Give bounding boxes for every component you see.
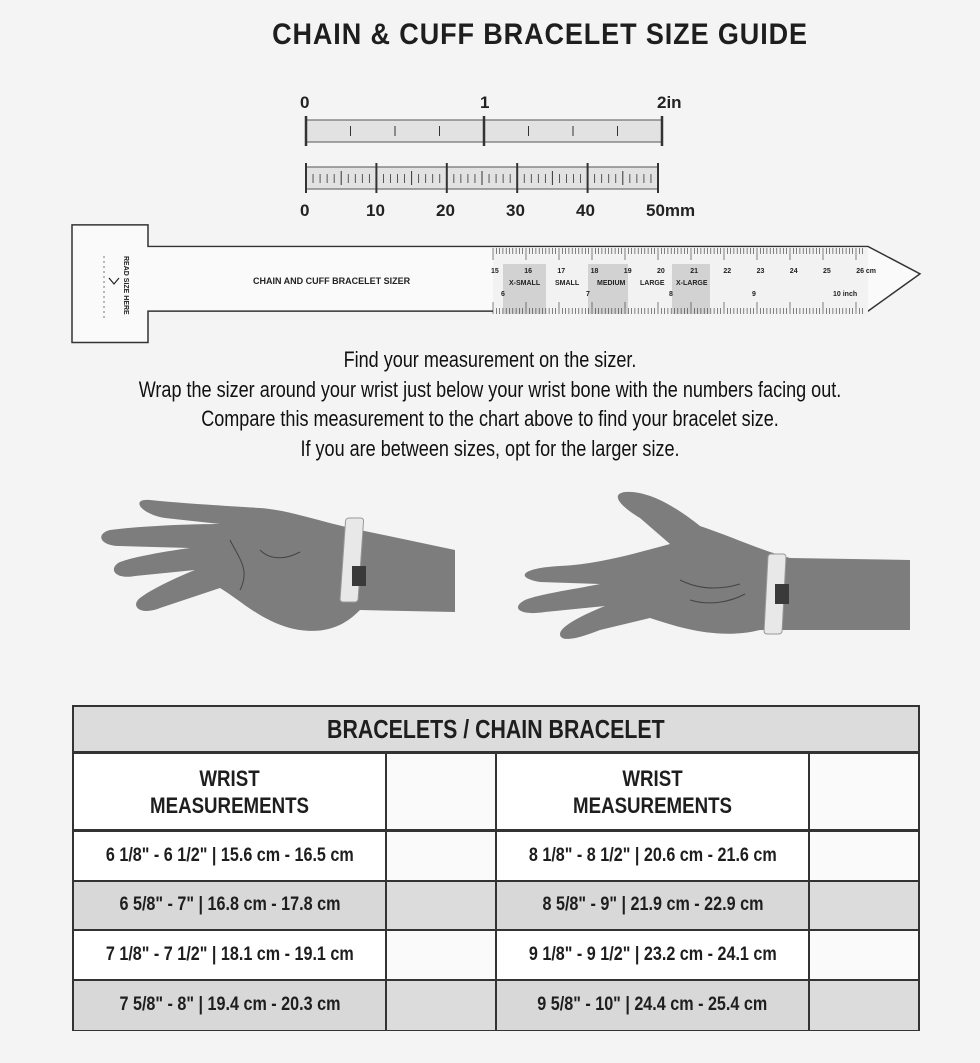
- mm-ruler: [300, 163, 695, 220]
- table-row: [74, 931, 918, 981]
- row-blank: [387, 931, 497, 979]
- sizer-name: CHAIN AND CUFF BRACELET SIZER: [253, 276, 411, 286]
- row-left-value: 7 1/8" - 7 1/2" | 18.1 cm - 19.1 cm: [74, 931, 387, 979]
- row-left-value: 6 1/8" - 6 1/2" | 15.6 cm - 16.5 cm: [74, 832, 387, 880]
- header-blank-right: [810, 754, 918, 829]
- row-right-value: 9 1/8" - 9 1/2" | 23.2 cm - 24.1 cm: [497, 931, 810, 979]
- sizer-cm-label: 19: [623, 268, 632, 275]
- size-label-large: LARGE: [640, 280, 665, 287]
- instruction-line-4: If you are between sizes, opt for the larger size.: [300, 435, 680, 461]
- hand-illustration: [0, 480, 980, 680]
- sizer-cm-label: 26 cm: [856, 268, 877, 275]
- instruction-line-2: Wrap the sizer around your wrist just below your wrist bone with the numbers facing out.: [138, 376, 842, 402]
- instructions: [0, 345, 980, 463]
- sizer-cm-label: 20: [657, 268, 665, 275]
- row-right-value: 8 1/8" - 8 1/2" | 20.6 cm - 21.6 cm: [497, 832, 810, 880]
- header-blank-left: [387, 754, 497, 829]
- sizer-inch-label: 7: [586, 291, 590, 298]
- table-row: [74, 832, 918, 882]
- size-label-small: SMALL: [555, 280, 580, 287]
- row-right-value: 9 5/8" - 10" | 24.4 cm - 25.4 cm: [497, 981, 810, 1031]
- mm-label-30: 30: [506, 201, 525, 220]
- table-header-row: [74, 754, 918, 832]
- sizer-cm-label: 23: [756, 268, 765, 275]
- header-left: WRIST MEASUREMENTS: [74, 754, 387, 829]
- measurement-rulers: [0, 80, 980, 220]
- row-blank: [387, 832, 497, 880]
- bracelet-size-table: [72, 705, 920, 1031]
- inch-label-1: 1: [480, 93, 490, 112]
- row-left-value: 6 5/8" - 7" | 16.8 cm - 17.8 cm: [74, 882, 387, 930]
- sizer-cm-label: 16: [524, 268, 532, 275]
- sizer-cm-label: 18: [590, 268, 599, 275]
- table-row: [74, 882, 918, 932]
- size-label-xsmall: X-SMALL: [509, 280, 541, 287]
- sizer-cm-label: 24: [789, 268, 798, 275]
- row-left-value: 7 5/8" - 8" | 19.4 cm - 20.3 cm: [74, 981, 387, 1031]
- sizer-cm-label: 21: [690, 268, 698, 275]
- inch-label-2: 2in: [657, 93, 682, 112]
- sizer-inch-label: 9: [752, 291, 756, 298]
- sizer-cm-label: 22: [723, 268, 732, 275]
- mm-label-20: 20: [436, 201, 455, 220]
- table-title: BRACELETS / CHAIN BRACELET: [74, 707, 918, 754]
- header-right: WRIST MEASUREMENTS: [497, 754, 810, 829]
- sizer-inch-label: 8: [669, 291, 673, 298]
- sizer-inch-label: 6: [501, 291, 505, 298]
- size-label-medium: MEDIUM: [597, 280, 626, 287]
- left-hand-illustration: [101, 500, 455, 631]
- sizer-cm-label: 17: [557, 268, 566, 275]
- row-blank: [387, 981, 497, 1031]
- row-blank: [810, 981, 918, 1031]
- sizer-cm-label: 15: [491, 268, 499, 275]
- bracelet-sizer: [0, 220, 980, 345]
- row-blank: [810, 931, 918, 979]
- mm-label-10: 10: [366, 201, 385, 220]
- size-label-xlarge: X-LARGE: [676, 280, 708, 287]
- inch-label-0: 0: [300, 93, 310, 112]
- row-blank: [810, 882, 918, 930]
- mm-label-40: 40: [576, 201, 595, 220]
- mm-label-0: 0: [300, 201, 310, 220]
- page-title: CHAIN & CUFF BRACELET SIZE GUIDE: [272, 18, 808, 51]
- sizer-inch-label: 10 inch: [833, 291, 858, 298]
- sizer-cm-label: 25: [823, 268, 831, 275]
- instruction-line-3: Compare this measurement to the chart above to find your bracelet size.: [201, 406, 779, 431]
- right-hand-illustration: [518, 492, 910, 639]
- table-row: [74, 981, 918, 1031]
- read-size-label: READ SIZE HERE: [122, 256, 129, 315]
- mm-label-50: 50mm: [646, 201, 696, 220]
- row-blank: [387, 882, 497, 930]
- inch-ruler: [300, 93, 682, 146]
- instruction-line-1: Find your measurement on the sizer.: [343, 347, 637, 372]
- row-right-value: 8 5/8" - 9" | 21.9 cm - 22.9 cm: [497, 882, 810, 930]
- row-blank: [810, 832, 918, 880]
